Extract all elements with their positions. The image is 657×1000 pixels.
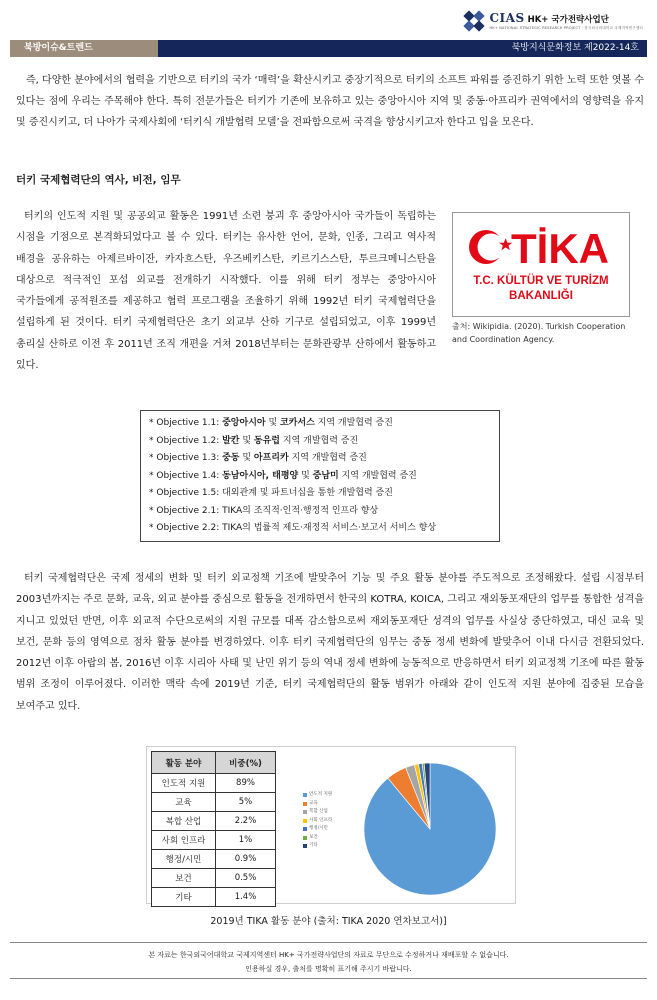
- table-row: [152, 812, 276, 831]
- footer-notice: [0, 948, 657, 976]
- objective-text: TIKA의 조직적·인적·행정적 인프라 향상: [222, 505, 379, 516]
- footer-line-1: 본 자료는 한국외국어대학교 국제지역센터 HK+ 국가전략사업단의 자료로 무단으로 수정하거나 재배포할 수 없습니다.: [148, 951, 509, 959]
- objective-item: [149, 433, 499, 451]
- header-bar: [10, 40, 647, 57]
- logo-subtitle: HK+ NATIONAL STRATEGIC RESEARCH PROJECT · 한국외국어대학교 국제지역연구센터: [489, 26, 643, 30]
- tika-image-caption: 출처: Wikipidia. (2020). Turkish Cooperation and Coordination Agency.: [452, 322, 626, 344]
- legend-label: 교육: [309, 800, 318, 806]
- table-header-share: 비중(%): [216, 752, 276, 774]
- objective-text: TIKA의 법률적 제도·재정적 서비스·보고서 서비스 향상: [222, 523, 437, 533]
- cias-emblem-icon: [463, 10, 485, 32]
- table-cell-share: 1.4%: [216, 888, 276, 907]
- objectives-list: [149, 415, 499, 538]
- header-issue-number: 북방지식문화정보 제2022-14호: [158, 40, 647, 57]
- table-header-field: 활동 분야: [152, 752, 216, 774]
- activity-pie-chart: [355, 753, 505, 899]
- objective-item: [149, 450, 499, 468]
- section-title: 터키 국제협력단의 역사, 비전, 임무: [16, 174, 181, 186]
- objective-text: 동유럽: [253, 435, 281, 446]
- objectives-box: [140, 410, 500, 542]
- footer-divider-top: [10, 942, 647, 943]
- objective-code: * Objective 1.3:: [149, 453, 223, 463]
- logo-cias-text: CIAS: [489, 11, 525, 25]
- objective-item: [149, 468, 499, 486]
- tika-logo-line2: BAKANLIĞI: [509, 290, 573, 302]
- legend-label: 보건: [309, 834, 318, 840]
- legend-swatch: [303, 836, 307, 840]
- chart-caption: 2019년 TIKA 활동 분야 (출처: TIKA 2020 연차보고서)]: [210, 916, 447, 927]
- tika-logo-graphic: [453, 213, 629, 316]
- objective-code: * Objective 1.4:: [149, 470, 223, 481]
- legend-swatch: [303, 810, 307, 814]
- table-cell-share: 0.5%: [216, 869, 276, 888]
- table-cell-share: 89%: [216, 774, 276, 793]
- objective-text: 동남아시아, 태평양: [222, 470, 299, 481]
- objective-text: 및: [239, 453, 254, 463]
- objective-text: 지역 개발협력 증진: [314, 418, 393, 428]
- table-body: [152, 774, 276, 907]
- table-row: [152, 850, 276, 869]
- legend-label: 인도적 지원: [309, 792, 333, 797]
- objective-code: * Objective 1.2:: [149, 435, 223, 446]
- legend-item: [303, 791, 332, 800]
- legend-swatch: [303, 793, 307, 797]
- tika-logo-name: TİKA: [511, 225, 609, 272]
- table-cell-share: 1%: [216, 831, 276, 850]
- objective-text: 중남미: [312, 470, 339, 481]
- legend-label: 행정/시민: [309, 826, 328, 831]
- objective-text: 지역 개발협력 증진: [280, 435, 359, 446]
- history-paragraph: 터키의 인도적 지원 및 공공외교 활동은 1991년 소련 붕괴 후 중앙아시아 국가들이 독립하는 시점을 기점으로 본격화되었다고 볼 수 있다. 터키는 유사한 언어, 문화, 인종, 그리고 역사적 배경을 공유하는 아제르바이잔, 카자흐스탄, 우즈베키스탄, 키르기스스탄, 투르크메니스탄을 대상으로 적극적인 포섭 외교를 전개하기 시작했다. 이를 위해 터키 정부는 중앙아시아 국가들에게 공적원조를 제공하고 협력 프로그램을 조율하기 위해 1992년 터키 국제협력단을 설립하게 된 것이다. 터키 국제협력단은 초기 외교부 산하 기구로 설립되었고, 이후 1999년 총리실 산하로 이전 후 2011년 조직 개편을 거쳐 2018년부터는 문화관광부 산하에서 활동하고 있다.: [16, 211, 436, 372]
- cias-logo: [463, 10, 643, 32]
- legend-item: [303, 834, 332, 843]
- legend-swatch: [303, 819, 307, 823]
- footer-line-2: 인용하실 경우, 출처를 명확히 표기해 주시기 바랍니다.: [245, 965, 412, 973]
- objective-code: * Objective 1.5:: [149, 488, 223, 498]
- objective-text: 및: [265, 418, 281, 428]
- objective-code: * Objective 2.2:: [149, 523, 223, 533]
- objective-text: 대외관계 및 파트너십을 통한 개발협력 증진: [222, 488, 393, 498]
- legend-item: [303, 842, 332, 851]
- objective-item: [149, 415, 499, 433]
- objective-text: 중동: [222, 453, 240, 463]
- objective-text: 아프리카: [253, 453, 289, 463]
- table-cell-field: 교육: [152, 793, 216, 812]
- header-section-label: 북방이슈&트렌드: [10, 40, 158, 57]
- table-header-row: [152, 752, 276, 774]
- legend-swatch: [303, 827, 307, 831]
- activity-chart-figure: [146, 746, 516, 904]
- legend-item: [303, 800, 332, 809]
- table-cell-share: 2.2%: [216, 812, 276, 831]
- intro-paragraph: 즉, 다양한 분야에서의 협력을 기반으로 터키의 국가 ‘매력’을 확산시키고 중장기적으로 터키의 소프트 파워를 증진하기 위한 노력 또한 엿볼 수 있다는 점에 우리는 주목해야 한다. 특히 전문가들은 터키가 기존에 보유하고 있는 중앙아시아 지역 및 중동·아프리카 권역에서의 영향력을 유지 및 증진시키고, 더 나아가 국제사회에 ‘터키식 개발협력 모델’을 전파함으로써 국격을 향상시키고자 한다고 입을 모은다.: [16, 75, 644, 128]
- table-cell-field: 보건: [152, 869, 216, 888]
- table-row: [152, 774, 276, 793]
- objective-code: * Objective 1.1:: [149, 418, 223, 428]
- objective-code: * Objective 2.1:: [149, 505, 223, 516]
- tika-logo-line1: T.C. KÜLTÜR VE TURİZM: [473, 275, 609, 287]
- activity-share-table: [151, 751, 276, 907]
- activity-paragraph: 터키 국제협력단은 국제 정세의 변화 및 터키 외교정책 기조에 발맞추어 기능 및 주요 활동 분야를 주도적으로 조정해왔다. 설립 시점부터 2003년까지는 주로 문화, 교육, 외교 분야를 중심으로 활동을 전개하면서 한국의 KOTRA, KOICA, 그리고 재외동포재단의 업무를 통합한 성격을 지니고 있었던 반면, 이후 외교적 수단으로써의 지원 규모를 대폭 감소함으로써 재외동포재단 성격의 업무를 사실상 중단하였고, 대신 교육 및 보건, 문화 등의 영역으로 점차 활동 분야를 변경하였다. 이후 터키 국제협력단의 임무는 중동 정세 변화에 발맞추어 이내 다시금 전환되었다. 2012년 이후 아랍의 봄, 2016년 이후 시리아 사태 및 난민 위기 등의 역내 정세 변화에 능동적으로 반응하면서 터키 외교정책 기조에 따른 활동 범위 조정이 이루어졌다. 이러한 맥락 속에 2019년 기준, 터키 국제협력단의 활동 범위가 아래와 같이 인도적 지원 분야에 집중된 모습을 보여주고 있다.: [16, 573, 644, 712]
- legend-swatch: [303, 802, 307, 806]
- table-cell-field: 행정/시민: [152, 850, 216, 869]
- table-cell-field: 복합 산업: [152, 812, 216, 831]
- objective-text: 및: [239, 435, 254, 446]
- objective-text: 코카서스: [280, 418, 315, 428]
- table-row: [152, 831, 276, 850]
- pie-legend: [303, 791, 332, 851]
- objective-text: 중앙아시아: [222, 418, 266, 428]
- objective-text: 지역 개발협력 증진: [338, 470, 417, 481]
- tika-logo-image: [452, 212, 630, 317]
- table-row: [152, 869, 276, 888]
- objective-item: [149, 503, 499, 521]
- objective-item: [149, 485, 499, 503]
- table-row: [152, 793, 276, 812]
- table-cell-field: 인도적 지원: [152, 774, 216, 793]
- objective-item: [149, 520, 499, 538]
- objective-text: 발칸: [222, 435, 240, 446]
- legend-item: [303, 817, 332, 826]
- logo-org-name: HK+ 국가전략사업단: [527, 15, 609, 25]
- table-cell-share: 5%: [216, 793, 276, 812]
- objective-text: 지역 개발협력 증진: [288, 453, 367, 463]
- legend-item: [303, 825, 332, 834]
- legend-swatch: [303, 844, 307, 848]
- table-cell-field: 사회 인프라: [152, 831, 216, 850]
- legend-item: [303, 808, 332, 817]
- table-cell-field: 기타: [152, 888, 216, 907]
- footer-divider-bottom: [10, 978, 647, 979]
- legend-label: 기타: [309, 843, 318, 848]
- table-cell-share: 0.9%: [216, 850, 276, 869]
- legend-label: 사회 인프라: [309, 817, 333, 823]
- legend-label: 복합 산업: [309, 809, 328, 814]
- table-row: [152, 888, 276, 907]
- objective-text: 및: [298, 470, 313, 481]
